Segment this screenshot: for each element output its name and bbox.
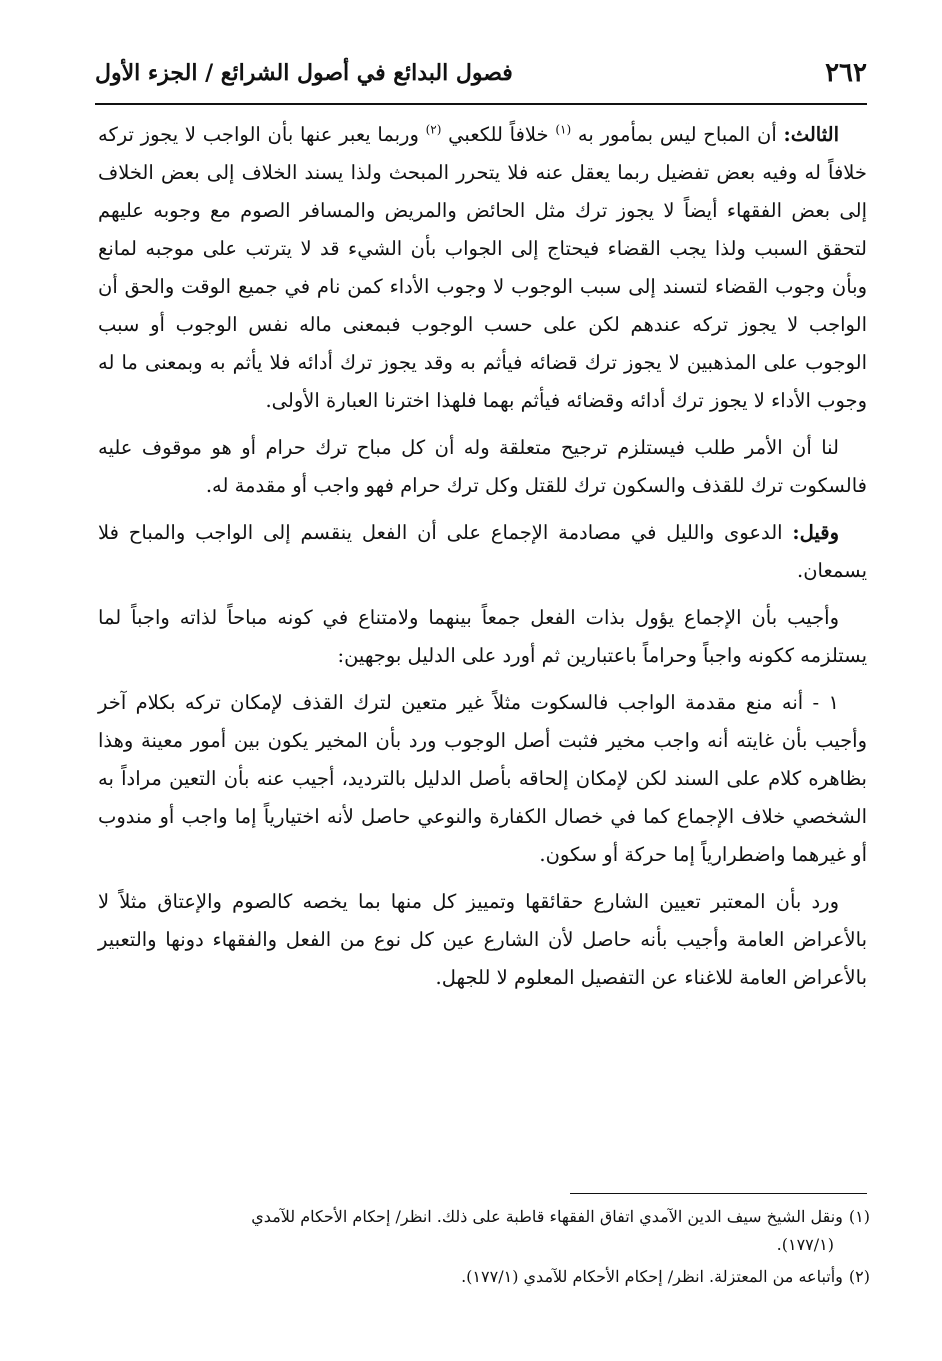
paragraph-third-issue xyxy=(98,116,867,420)
paragraph-point-one: ١ - أنه منع مقدمة الواجب فالسكوت مثلاً غير متعين لترك القذف لإمكان تركه بكلام آخر وأجيب بأن غايته أنه واجب مخير فثبت أصل الوجوب ورد بأن المخير يكون بين أمور معينة وهذا بظاهره كلام على السند لكن لإمكان إلحاقه بأصل الدليل بالترديد، أجيب عنه بأن التعين مراداً به الشخصي خلاف الإجماع كما في خصال الكفارة والنوعي حاصل لأنه اختيارياً إما واجب أو مندوب أو غيرهما واضطرارياً إما حركة أو سكون. xyxy=(98,691,867,866)
paragraph-argument: لنا أن الأمر طلب فيستلزم ترجيح متعلقة وله أن كل مباح ترك حرام أو هو موقوف عليه فالسكوت ترك للقذف والسكون ترك للقتل وكل ترك حرام فهو واجب أو مقدمة له. xyxy=(98,436,867,497)
page-header xyxy=(95,52,867,102)
footnote-text-continued: (١٧٧/١). xyxy=(776,1235,834,1254)
footnote-text: وأتباعه من المعتزلة. انظر/ إحكام الأحكام للآمدي (١٧٧/١). xyxy=(461,1267,843,1286)
paragraph-objection xyxy=(98,514,867,590)
paragraph-reply: وأجيب بأن الإجماع يؤول بذات الفعل جمعاً بينهما ولامتناع في كونه مباحاً لذاته واجباً لما يستلزمه ككونه واجباً وحراماً باعتبارين ثم أورد على الدليل بوجهين: xyxy=(98,606,867,667)
header-divider xyxy=(95,103,867,105)
paragraph-text: الدعوى والليل في مصادمة الإجماع على أن الفعل ينقسم إلى الواجب والمباح فلا يسمعان. xyxy=(98,521,867,582)
paragraph-lead: الثالث: xyxy=(783,123,839,146)
main-text xyxy=(98,116,867,1006)
footnote-number: (٢) xyxy=(848,1267,870,1286)
footnote-text: ونقل الشيخ سيف الدين الآمدي اتفاق الفقهاء قاطبة على ذلك. انظر/ إحكام الأحكام للآمدي xyxy=(251,1207,843,1226)
paragraph-text: أن المباح ليس بمأمور به xyxy=(571,123,784,146)
paragraph-text: خلافاً للكعبي xyxy=(441,123,556,146)
footnote-number: (١) xyxy=(848,1207,870,1226)
footnote-ref[interactable]: (١) xyxy=(555,122,572,137)
page-number: ٢٦٢ xyxy=(825,58,867,88)
footnote xyxy=(98,1203,870,1259)
footnote-ref[interactable]: (٢) xyxy=(425,122,442,137)
footnote xyxy=(98,1263,870,1291)
running-title: فصول البدائع في أصول الشرائع / الجزء الأول xyxy=(95,60,513,86)
paragraph-text: وربما يعبر عنها بأن الواجب لا يجوز تركه خلافاً له وفيه بعض تفضيل ربما يعقل عنه فلا يتحرر المبحث ولذا يسند الخلاف إلى بعض الخلاف إلى بعض الفقهاء أيضاً لا يجوز ترك مثل الحائض والمريض والمسافر الصوم مع وجوبه عليهم لتحقق السبب ولذا يجب القضاء فيحتاج إلى الجواب بأن الشيء قد لا يترتب على موجبه لمانع وبأن وجوب القضاء لتسند إلى سبب الوجوب لا وجوب الأداء كمن نام في جميع الوقت والحق أن الواجب لا يجوز تركه عندهم لكن على حسب الوجوب فبمعنى ماله نفس الوجوب أو سبب الوجوب على المذهبين لا يجوز ترك قضائه فيأثم به وقد يجوز ترك أدائه فلا يأثم به وبمعنى ما له وجوب الأداء لا يجوز ترك أدائه وقضائه فيأثم بهما فلهذا اخترنا العبارة الأولى. xyxy=(98,123,867,412)
footnotes xyxy=(98,1203,870,1295)
paragraph-lead: وقيل: xyxy=(792,521,839,544)
footnote-divider xyxy=(570,1193,867,1194)
paragraph-rebuttal: ورد بأن المعتبر تعيين الشارع حقائقها وتمييز كل منها بما يخصه كالصوم والإعتاق مثلاً لا بالأعراض العامة وأجيب بأنه حاصل لأن الشارع عين كل نوع من الفعل والفقهاء دونها والتعبير بالأعراض العامة للاغناء عن التفصيل المعلوم لا للجهل. xyxy=(98,890,867,989)
